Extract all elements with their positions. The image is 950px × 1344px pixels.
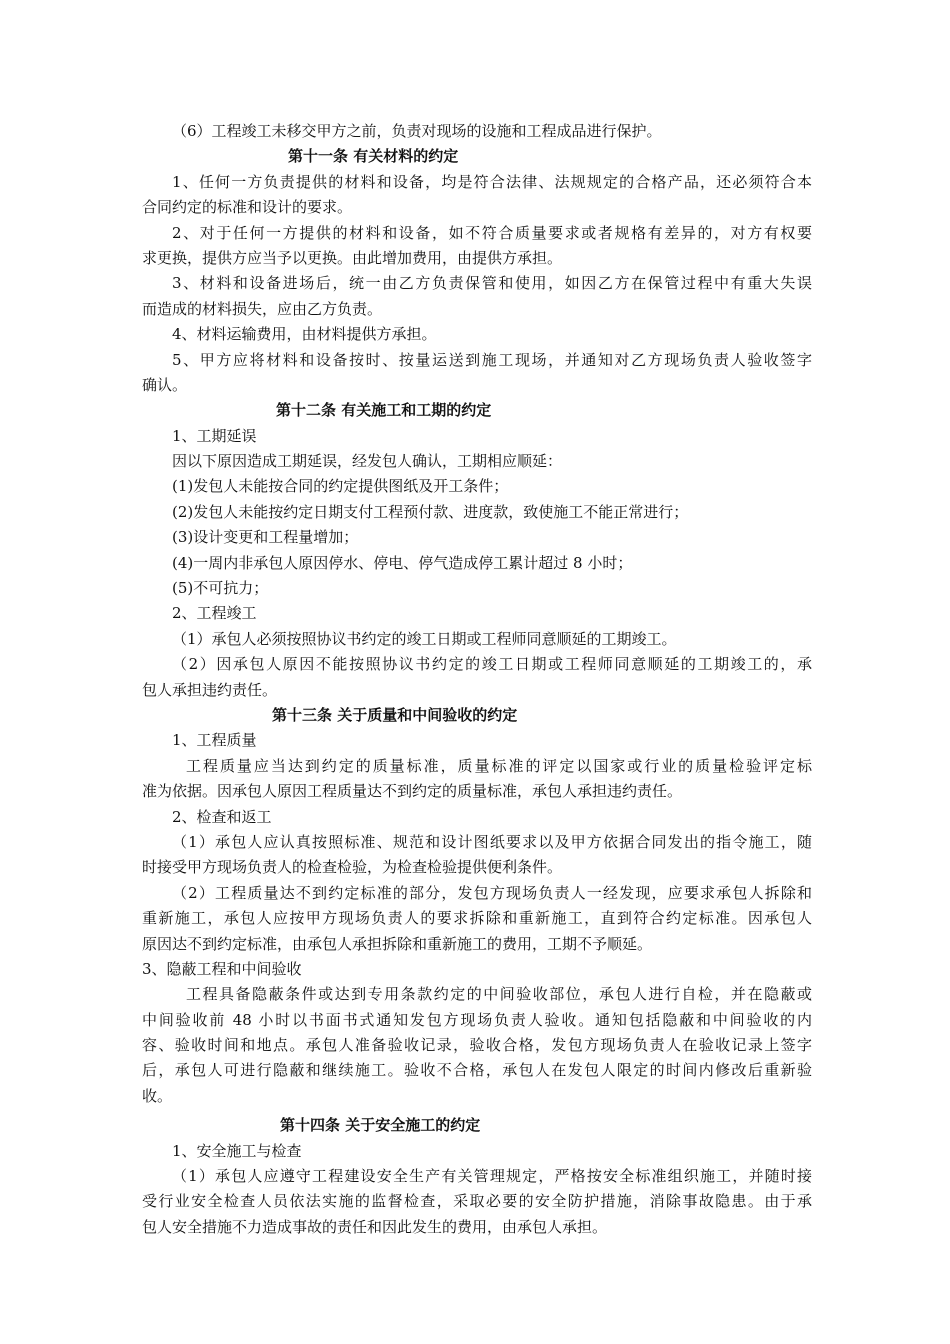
list-item: (2)发包人未能按约定日期支付工程预付款、进度款，致使施工不能正常进行； <box>172 502 689 521</box>
paragraph-line: 而造成的材料损失，应由乙方负责。 <box>142 299 383 318</box>
paragraph-line: 5、甲方应将材料和设备按时、按量运送到施工现场，并通知对乙方现场负责人验收签字 <box>172 350 812 369</box>
paragraph-line: （2）工程质量达不到约定标准的部分，发包方现场负责人一经发现，应要求承包人拆除和 <box>172 883 812 902</box>
paragraph-line: 中间验收前 48 小时以书面书式通知发包方现场负责人验收。通知包括隐蔽和中间验收的内 <box>142 1010 812 1029</box>
paragraph-line: 重新施工，承包人应按甲方现场负责人的要求拆除和重新施工，直到符合约定标准。因承包人 <box>142 909 812 928</box>
paragraph-line: 因以下原因造成工期延误，经发包人确认，工期相应顺延： <box>172 452 563 471</box>
subheading-line: 2、工程竣工 <box>172 604 257 623</box>
subheading-line: 1、工程质量 <box>172 731 257 750</box>
paragraph-line: 包人安全措施不力造成事故的责任和因此发生的费用，由承包人承担。 <box>142 1217 608 1236</box>
list-item: (1)发包人未能按合同的约定提供图纸及开工条件； <box>172 477 509 496</box>
subheading-line: 1、安全施工与检查 <box>172 1141 302 1160</box>
paragraph-line: 工程质量应当达到约定的质量标准，质量标准的评定以国家或行业的质量检验评定标 <box>186 756 812 775</box>
subheading-line: 3、隐蔽工程和中间验收 <box>142 959 302 978</box>
list-item: (3)设计变更和工程量增加； <box>172 528 359 547</box>
paragraph-line: （1）承包人应认真按照标准、规范和设计图纸要求以及甲方依据合同发出的指令施工，随 <box>172 832 812 851</box>
paragraph-line: 受行业安全检查人员依法实施的监督检查，采取必要的安全防护措施，消除事故隐患。由于承 <box>142 1192 812 1211</box>
subheading-line: 2、检查和返工 <box>172 807 272 826</box>
paragraph-line: （1）承包人应遵守工程建设安全生产有关管理规定，严格按安全标准组织施工，并随时接 <box>172 1167 812 1186</box>
paragraph-line: 求更换，提供方应当予以更换。由此增加费用，由提供方承担。 <box>142 248 563 267</box>
paragraph-line: 2、对于任何一方提供的材料和设备，如不符合质量要求或者规格有差异的，对方有权要 <box>172 223 812 242</box>
section-heading-13: 第十三条 关于质量和中间验收的约定 <box>272 705 518 724</box>
document-body <box>142 119 812 1240</box>
section-heading-11: 第十一条 有关材料的约定 <box>288 147 459 166</box>
paragraph-line: 后，承包人可进行隐蔽和继续施工。验收不合格，承包人在发包人限定的时间内修改后重新验 <box>142 1061 812 1080</box>
paragraph-line: 确认。 <box>142 375 188 394</box>
paragraph-line: 工程具备隐蔽条件或达到专用条款约定的中间验收部位，承包人进行自检，并在隐蔽或 <box>186 985 812 1004</box>
paragraph-line: 4、材料运输费用，由材料提供方承担。 <box>172 325 437 344</box>
paragraph-line: 容、验收时间和地点。承包人准备验收记录，验收合格，发包方现场负责人在验收记录上签字 <box>142 1036 812 1055</box>
paragraph-line: （2）因承包人原因不能按照协议书约定的竣工日期或工程师同意顺延的工期竣工的，承 <box>172 655 812 674</box>
section-heading-12: 第十二条 有关施工和工期的约定 <box>276 401 492 420</box>
paragraph-line: 准为依据。因承包人原因工程质量达不到约定的质量标准，承包人承担违约责任。 <box>142 782 683 801</box>
paragraph-line: 1、任何一方负责提供的材料和设备，均是符合法律、法规规定的合格产品，还必须符合本 <box>172 172 812 191</box>
list-item: (5)不可抗力； <box>172 579 269 598</box>
paragraph-line: （6）工程竣工未移交甲方之前，负责对现场的设施和工程成品进行保护。 <box>172 122 662 140</box>
section-heading-14: 第十四条 关于安全施工的约定 <box>280 1116 481 1135</box>
paragraph-line: 收。 <box>142 1086 173 1105</box>
list-item: (4)一周内非承包人原因停水、停电、停气造成停工累计超过 8 小时； <box>172 553 633 572</box>
paragraph-line: 时接受甲方现场负责人的检查检验，为检查检验提供便利条件。 <box>142 858 563 877</box>
paragraph-line: 原因达不到约定标准，由承包人承担拆除和重新施工的费用，工期不予顺延。 <box>142 934 653 953</box>
paragraph-line: 包人承担违约责任。 <box>142 680 278 699</box>
paragraph-line: 合同约定的标准和设计的要求。 <box>142 198 353 217</box>
subheading-line: 1、工期延误 <box>172 426 257 445</box>
paragraph-line: （1）承包人必须按照协议书约定的竣工日期或工程师同意顺延的工期竣工。 <box>172 629 677 648</box>
paragraph-line: 3、材料和设备进场后，统一由乙方负责保管和使用，如因乙方在保管过程中有重大失误 <box>172 274 812 293</box>
